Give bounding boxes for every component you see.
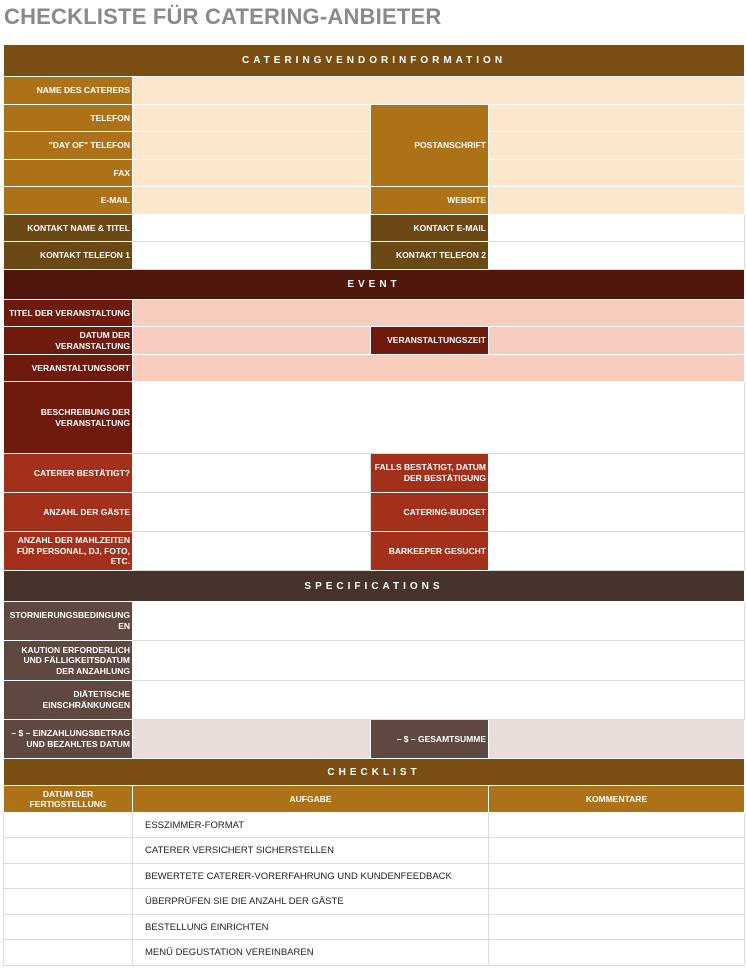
label-contact-phone1: KONTAKT TELEFON 1 <box>4 242 133 270</box>
label-guest-count: ANZAHL DER GÄSTE <box>4 493 133 532</box>
label-catering-budget: CATERING-BUDGET <box>371 493 489 532</box>
checklist-date-cell[interactable] <box>4 940 133 966</box>
label-website: WEBSITE <box>371 187 489 215</box>
checklist-date-cell[interactable] <box>4 838 133 864</box>
label-contact-name: KONTAKT NAME & TITEL <box>4 215 133 242</box>
field-event-time[interactable] <box>489 327 745 355</box>
field-website[interactable] <box>489 187 745 215</box>
field-event-description[interactable] <box>133 382 745 454</box>
label-confirmation-date: FALLS BESTÄTIGT, DATUM DER BESTÄTIGUNG <box>371 454 489 493</box>
field-contact-name[interactable] <box>133 215 371 242</box>
label-contact-phone2: KONTAKT TELEFON 2 <box>371 242 489 270</box>
column-header-task: AUFGABE <box>133 786 489 813</box>
checklist-comment-cell[interactable] <box>489 813 745 838</box>
label-event-title: TITEL DER VERANSTALTUNG <box>4 300 133 327</box>
label-staff-meals: ANZAHL DER MAHLZEITEN FÜR PERSONAL, DJ, FOTO, ETC. <box>4 532 133 571</box>
label-caterer-confirmed: CATERER BESTÄTIGT? <box>4 454 133 493</box>
field-contact-phone1[interactable] <box>133 242 371 270</box>
checklist-date-cell[interactable] <box>4 864 133 889</box>
field-contact-email[interactable] <box>489 215 745 242</box>
field-event-title[interactable] <box>133 300 745 327</box>
column-header-completion-date: DATUM DER FERTIGSTELLUNG <box>4 786 133 813</box>
label-event-location: VERANSTALTUNGSORT <box>4 355 133 382</box>
field-postal-1[interactable] <box>489 105 745 132</box>
section-header-checklist: CHECKLIST <box>4 759 745 786</box>
field-catering-budget[interactable] <box>489 493 745 532</box>
field-cancellation-policy[interactable] <box>133 602 745 641</box>
field-contact-phone2[interactable] <box>489 242 745 270</box>
field-fax[interactable] <box>133 160 371 187</box>
label-event-description: BESCHREIBUNG DER VERANSTALTUNG <box>4 382 133 454</box>
checklist-date-cell[interactable] <box>4 915 133 940</box>
field-postal-2[interactable] <box>489 132 745 160</box>
column-header-comments: KOMMENTARE <box>489 786 745 813</box>
label-dietary-restrictions: DIÄTETISCHE EINSCHRÄNKUNGEN <box>4 681 133 720</box>
label-email: E-MAIL <box>4 187 133 215</box>
field-dietary-restrictions[interactable] <box>133 681 745 720</box>
checklist-task: BEWERTETE CATERER-VORERFAHRUNG UND KUNDENFEEDBACK <box>133 864 489 889</box>
field-dayof-phone[interactable] <box>133 132 371 160</box>
label-event-date: DATUM DER VERANSTALTUNG <box>4 327 133 355</box>
label-caterer-name: NAME DES CATERERS <box>4 77 133 105</box>
catering-checklist-form <box>3 44 745 966</box>
section-header-vendor: CATERINGVENDORINFORMATION <box>4 45 745 77</box>
field-staff-meals[interactable] <box>133 532 371 571</box>
page-title: CHECKLISTE FÜR CATERING-ANBIETER <box>4 4 442 29</box>
checklist-comment-cell[interactable] <box>489 940 745 966</box>
label-dayof-phone: "DAY OF" TELEFON <box>4 132 133 160</box>
field-deposit-paid[interactable] <box>133 720 371 759</box>
checklist-task: MENÜ DEGUSTATION VEREINBAREN <box>133 940 489 966</box>
label-bartender-needed: BARKEEPER GESUCHT <box>371 532 489 571</box>
field-confirmation-date[interactable] <box>489 454 745 493</box>
field-postal-3[interactable] <box>489 160 745 187</box>
checklist-comment-cell[interactable] <box>489 838 745 864</box>
field-event-date[interactable] <box>133 327 371 355</box>
checklist-task: ÜBERPRÜFEN SIE DIE ANZAHL DER GÄSTE <box>133 889 489 915</box>
label-contact-email: KONTAKT E-MAIL <box>371 215 489 242</box>
field-deposit-required[interactable] <box>133 641 745 681</box>
label-deposit-required: KAUTION ERFORDERLICH UND FÄLLIGKEITSDATUM DER ANZAHLUNG <box>4 641 133 681</box>
label-phone: TELEFON <box>4 105 133 132</box>
checklist-date-cell[interactable] <box>4 813 133 838</box>
section-header-specifications: SPECIFICATIONS <box>4 571 745 602</box>
field-email[interactable] <box>133 187 371 215</box>
checklist-comment-cell[interactable] <box>489 915 745 940</box>
field-caterer-name[interactable] <box>133 77 745 105</box>
field-event-location[interactable] <box>133 355 745 382</box>
checklist-task: BESTELLUNG EINRICHTEN <box>133 915 489 940</box>
checklist-task: ESSZIMMER-FORMAT <box>133 813 489 838</box>
checklist-comment-cell[interactable] <box>489 864 745 889</box>
label-cancellation-policy: STORNIERUNGSBEDINGUNGEN <box>4 602 133 641</box>
checklist-task: CATERER VERSICHERT SICHERSTELLEN <box>133 838 489 864</box>
section-header-event: EVENT <box>4 270 745 300</box>
field-caterer-confirmed[interactable] <box>133 454 371 493</box>
field-bartender-needed[interactable] <box>489 532 745 571</box>
field-guest-count[interactable] <box>133 493 371 532</box>
label-fax: FAX <box>4 160 133 187</box>
field-phone[interactable] <box>133 105 371 132</box>
label-grand-total: – $ – GESAMTSUMME <box>371 720 489 759</box>
label-event-time: VERANSTALTUNGSZEIT <box>371 327 489 355</box>
checklist-date-cell[interactable] <box>4 889 133 915</box>
field-grand-total[interactable] <box>489 720 745 759</box>
label-postal-address: POSTANSCHRIFT <box>371 105 489 187</box>
label-deposit-paid: – $ – EINZAHLUNGSBETRAG UND BEZAHLTES DATUM <box>4 720 133 759</box>
checklist-comment-cell[interactable] <box>489 889 745 915</box>
